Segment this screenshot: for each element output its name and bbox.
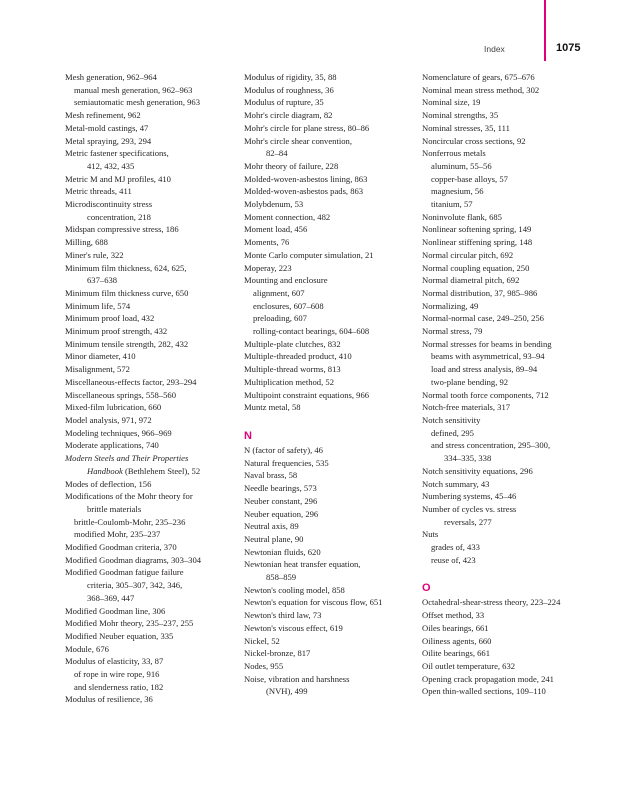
entry-text: Nominal strengths, 35: [422, 110, 499, 121]
entry-text: Misalignment, 572: [65, 364, 130, 375]
entry-text: Nominal size, 19: [422, 97, 481, 108]
index-entry: [244, 660, 422, 673]
index-subentry: [422, 427, 600, 440]
entry-text: Nodes, 955: [244, 660, 284, 671]
index-entry: [244, 96, 422, 109]
index-entry: [65, 147, 243, 160]
index-entry: [244, 71, 422, 84]
index-entry: [244, 198, 422, 211]
entry-text: titanium, 57: [431, 199, 473, 210]
entry-text: Multiple-threaded product, 410: [244, 351, 352, 362]
entry-text: Notch summary, 43: [422, 478, 490, 489]
entry-text: Metal spraying, 293, 294: [65, 135, 152, 146]
entry-text: Noninvolute flank, 685: [422, 211, 502, 222]
index-entry: [244, 584, 422, 597]
index-entry: [65, 350, 243, 363]
entry-text: Multiple-plate clutches, 832: [244, 338, 341, 349]
entry-text: Molded-woven-asbestos pads, 863: [244, 186, 364, 197]
entry-text: beams with asymmetrical, 93–94: [431, 351, 545, 362]
index-entry: [65, 173, 243, 186]
index-column-2: [244, 71, 422, 698]
entry-text: (NVH), 499: [266, 686, 308, 697]
entry-text: Normal distribution, 37, 985–986: [422, 287, 538, 298]
index-entry: [65, 109, 243, 122]
index-entry: [422, 211, 600, 224]
entry-text: Module, 676: [65, 643, 109, 654]
entry-text: grades of, 433: [431, 542, 480, 553]
index-entry: [244, 109, 422, 122]
entry-text: Newton's cooling model, 858: [244, 584, 345, 595]
index-entry: [65, 414, 243, 427]
entry-text: Noise, vibration and harshness: [244, 673, 350, 684]
entry-text: Notch-free materials, 317: [422, 402, 511, 413]
entry-text: Mixed-film lubrication, 660: [65, 402, 162, 413]
entry-text: Nomenclature of gears, 675–676: [422, 72, 535, 82]
entry-text: Modulus of roughness, 36: [244, 84, 334, 95]
entry-text: Nonferrous metals: [422, 148, 486, 159]
entry-text: Modulus of resilience, 36: [65, 694, 153, 705]
index-entry: [65, 401, 243, 414]
entry-text: Molded-woven-asbestos lining, 863: [244, 173, 368, 184]
index-entry: [422, 622, 600, 635]
index-entry: [65, 325, 243, 338]
entry-text: Metal-mold castings, 47: [65, 122, 149, 133]
index-entry: [65, 312, 243, 325]
entry-text: Midspan compressive stress, 186: [65, 224, 179, 235]
entry-text: Modulus of rigidity, 35, 88: [244, 72, 337, 82]
index-entry: [65, 389, 243, 402]
index-subentry: [65, 528, 243, 541]
index-entry: [65, 566, 243, 579]
entry-text: Mohr's circle shear convention,: [244, 135, 352, 146]
entry-text: Modulus of elasticity, 33, 87: [65, 656, 164, 667]
index-entry: [422, 71, 600, 84]
index-entry: [422, 287, 600, 300]
entry-text: Modified Goodman line, 306: [65, 605, 166, 616]
index-entry: [65, 655, 243, 668]
page-number: 1075: [556, 42, 581, 54]
entry-text: Mohr's circle for plane stress, 80–86: [244, 122, 370, 133]
index-entry: [422, 274, 600, 287]
index-entry: [65, 236, 243, 249]
entry-text: alignment, 607: [253, 287, 305, 298]
entry-text: Moment connection, 482: [244, 211, 331, 222]
entry-text: modified Mohr, 235–237: [74, 529, 161, 540]
entry-text: Metric M and MJ profiles, 410: [65, 173, 171, 184]
entry-text: Minimum proof strength, 432: [65, 326, 168, 337]
entry-text: Notch sensitivity equations, 296: [422, 465, 533, 476]
entry-text: Multiplication method, 52: [244, 376, 334, 387]
index-entry: [244, 558, 422, 571]
index-entry: [65, 198, 243, 211]
index-entry: [65, 300, 243, 313]
entry-text: Normalizing, 49: [422, 300, 479, 311]
index-entry: [422, 300, 600, 313]
entry-text: and slenderness ratio, 182: [74, 681, 164, 692]
index-entry: [65, 643, 243, 656]
index-entry: [244, 236, 422, 249]
index-entry: [65, 617, 243, 630]
entry-text: Miscellaneous springs, 558–560: [65, 389, 176, 400]
entry-text: Numbering systems, 45–46: [422, 491, 517, 502]
index-entry: [422, 325, 600, 338]
entry-text: Notch sensitivity: [422, 414, 481, 425]
index-entry: [422, 490, 600, 503]
index-entry-continuation: [65, 465, 243, 478]
entry-text: Newton's equation for viscous flow, 651: [244, 597, 383, 608]
entry-text: Modified Mohr theory, 235–237, 255: [65, 618, 194, 629]
index-entry: [244, 457, 422, 470]
index-entry-continuation: [65, 592, 243, 605]
index-entry: [422, 389, 600, 402]
entry-text: Minimum film thickness, 624, 625,: [65, 262, 187, 273]
entry-text: Naval brass, 58: [244, 470, 298, 481]
index-entry: [422, 147, 600, 160]
index-entry-continuation: [65, 274, 243, 287]
entry-text: Metric fastener specifications,: [65, 148, 169, 159]
index-subentry: [422, 363, 600, 376]
entry-text: Opening crack propagation mode, 241: [422, 673, 554, 684]
index-subentry: [65, 516, 243, 529]
entry-text: Neutral axis, 89: [244, 521, 299, 532]
entry-text: Minimum tensile strength, 282, 432: [65, 338, 189, 349]
index-subentry: [422, 350, 600, 363]
index-entry: [65, 287, 243, 300]
index-entry: [244, 185, 422, 198]
entry-text: Number of cycles vs. stress: [422, 503, 517, 514]
entry-text: Mesh refinement, 962: [65, 110, 141, 121]
entry-text: criteria, 305–307, 342, 346,: [87, 580, 183, 591]
entry-text: N (factor of safety), 46: [244, 444, 323, 455]
entry-text: two-plane bending, 92: [431, 376, 509, 387]
entry-text: Miscellaneous-effects factor, 293–294: [65, 376, 197, 387]
entry-text: Modern Steels and Their Properties: [65, 453, 189, 464]
entry-text: Needle bearings, 573: [244, 483, 317, 494]
index-entry: [65, 338, 243, 351]
index-entry: [244, 223, 422, 236]
entry-text: preloading, 607: [253, 313, 307, 324]
index-entry-continuation: [244, 571, 422, 584]
entry-text: Minimum proof load, 432: [65, 313, 155, 324]
index-entry-continuation: [65, 579, 243, 592]
entry-text: Nominal mean stress method, 302: [422, 84, 540, 95]
index-entry: [65, 427, 243, 440]
index-entry: [422, 249, 600, 262]
running-head: Index: [484, 44, 505, 54]
entry-text: of rope in wire rope, 916: [74, 669, 160, 680]
index-entry: [422, 96, 600, 109]
index-entry: [422, 685, 600, 698]
entry-text: brittle materials: [87, 503, 142, 514]
index-entry: [244, 673, 422, 686]
index-entry: [422, 236, 600, 249]
index-entry: [244, 546, 422, 559]
header-accent-bar: [544, 0, 546, 61]
index-entry: [65, 135, 243, 148]
entry-text: Modified Goodman diagrams, 303–304: [65, 554, 202, 565]
entry-text: and stress concentration, 295–300,: [431, 440, 551, 451]
entry-text: Newton's third law, 73: [244, 610, 322, 621]
entry-text: Milling, 688: [65, 237, 108, 248]
entry-text: Microdiscontinuity stress: [65, 199, 153, 210]
index-entry: [65, 554, 243, 567]
index-column-3: [422, 71, 600, 698]
index-entry: [244, 389, 422, 402]
index-entry: [65, 630, 243, 643]
entry-text: Nonlinear stiffening spring, 148: [422, 237, 533, 248]
entry-text: enclosures, 607–608: [253, 300, 324, 311]
index-entry: [422, 223, 600, 236]
entry-text: load and stress analysis, 89–94: [431, 364, 538, 375]
index-entry: [65, 185, 243, 198]
index-entry: [244, 211, 422, 224]
index-entry: [65, 490, 243, 503]
entry-text: manual mesh generation, 962–963: [74, 84, 193, 95]
index-entry-continuation: [244, 685, 422, 698]
index-entry: [244, 135, 422, 148]
index-entry: [244, 622, 422, 635]
index-entry: [244, 495, 422, 508]
index-entry: [65, 249, 243, 262]
index-subentry: [422, 198, 600, 211]
index-entry: [422, 528, 600, 541]
index-subentry: [422, 185, 600, 198]
index-entry: [422, 660, 600, 673]
entry-text: 82–84: [266, 148, 288, 159]
entry-text: defined, 295: [431, 427, 474, 438]
index-entry: [422, 312, 600, 325]
entry-text: Oiles bearings, 661: [422, 622, 489, 633]
index-entry: [422, 401, 600, 414]
entry-text: Offset method, 33: [422, 610, 485, 621]
index-entry: [244, 84, 422, 97]
index-entry: [422, 673, 600, 686]
index-entry: [244, 274, 422, 287]
index-subentry: [244, 300, 422, 313]
entry-text: rolling-contact bearings, 604–608: [253, 326, 370, 337]
entry-text: Normal stresses for beams in bending: [422, 338, 552, 349]
index-subentry: [244, 325, 422, 338]
index-entry: [422, 647, 600, 660]
index-entry: [65, 223, 243, 236]
index-entry-continuation: [244, 147, 422, 160]
index-entry: [244, 482, 422, 495]
index-entry: [65, 478, 243, 491]
index-subentry: [422, 173, 600, 186]
index-subentry: [65, 96, 243, 109]
entry-text: Normal tooth force components, 712: [422, 389, 549, 400]
index-entry: [65, 693, 243, 706]
entry-text: Modifications of the Mohr theory for: [65, 491, 193, 502]
index-subentry: [244, 287, 422, 300]
entry-text: Multipoint constraint equations, 966: [244, 389, 370, 400]
entry-text: Nominal stresses, 35, 111: [422, 122, 510, 133]
entry-text: copper-base alloys, 57: [431, 173, 508, 184]
index-entry: [65, 605, 243, 618]
entry-text: Mohr's circle diagram, 82: [244, 110, 333, 121]
entry-text: Moperay, 223: [244, 262, 292, 273]
entry-text: 412, 432, 435: [87, 160, 135, 171]
index-subentry: [65, 681, 243, 694]
index-entry: [65, 71, 243, 84]
entry-text: Normal-normal case, 249–250, 256: [422, 313, 544, 324]
index-entry: [422, 503, 600, 516]
index-subentry: [244, 312, 422, 325]
entry-text: Mounting and enclosure: [244, 275, 328, 286]
index-entry: [422, 109, 600, 122]
entry-text: Moments, 76: [244, 237, 290, 248]
entry-text: Modeling techniques, 966–969: [65, 427, 172, 438]
index-entry: [244, 609, 422, 622]
entry-text: Nickel, 52: [244, 635, 280, 646]
entry-text: Oilite bearings, 661: [422, 648, 491, 659]
index-entry: [65, 439, 243, 452]
entry-text: Muntz metal, 58: [244, 402, 301, 413]
index-entry: [244, 160, 422, 173]
index-entry: [65, 262, 243, 275]
entry-text: Noncircular cross sections, 92: [422, 135, 526, 146]
entry-text: Monte Carlo computer simulation, 21: [244, 249, 374, 260]
index-subentry: [422, 541, 600, 554]
index-entry: [244, 508, 422, 521]
entry-text: Modified Goodman criteria, 370: [65, 542, 177, 553]
entry-text: Modified Goodman fatigue failure: [65, 567, 184, 578]
index-entry: [244, 363, 422, 376]
index-column-1: [65, 71, 243, 706]
index-entry: [65, 363, 243, 376]
index-entry: [244, 262, 422, 275]
index-entry-continuation: [65, 211, 243, 224]
entry-text: Nonlinear softening spring, 149: [422, 224, 532, 235]
entry-text-rest: (Bethlehem Steel), 52: [122, 465, 201, 476]
entry-text: Modes of deflection, 156: [65, 478, 152, 489]
entry-text: Open thin-walled sections, 109–110: [422, 686, 546, 697]
entry-text: Normal diametral pitch, 692: [422, 275, 520, 286]
index-entry: [244, 338, 422, 351]
index-subentry: [422, 160, 600, 173]
entry-text: aluminum, 55–56: [431, 160, 492, 171]
index-subentry: [422, 439, 600, 452]
index-entry: [422, 414, 600, 427]
entry-text: Normal circular pitch, 692: [422, 249, 514, 260]
index-entry: [422, 478, 600, 491]
index-entry: [65, 452, 243, 465]
index-entry: [422, 635, 600, 648]
entry-text: reuse of, 423: [431, 554, 476, 565]
index-entry: [244, 635, 422, 648]
index-subentry: [65, 84, 243, 97]
section-letter-o: O: [422, 582, 431, 595]
entry-text: Mesh generation, 962–964: [65, 72, 157, 82]
entry-text: Normal coupling equation, 250: [422, 262, 530, 273]
entry-text: reversals, 277: [444, 516, 492, 527]
entry-text: Multiple-thread worms, 813: [244, 364, 341, 375]
index-entry: [244, 647, 422, 660]
index-entry: [65, 376, 243, 389]
index-subentry: [422, 376, 600, 389]
entry-text: concentration, 218: [87, 211, 151, 222]
entry-text: Molybdenum, 53: [244, 199, 304, 210]
entry-text: brittle-Coulomb-Mohr, 235–236: [74, 516, 186, 527]
index-entry-continuation: [65, 160, 243, 173]
index-entry: [244, 444, 422, 457]
entry-text: 368–369, 447: [87, 592, 135, 603]
entry-text: Modulus of rupture, 35: [244, 97, 324, 108]
entry-text: Oil outlet temperature, 632: [422, 660, 516, 671]
index-entry: [244, 469, 422, 482]
entry-text: Modified Neuber equation, 335: [65, 630, 174, 641]
entry-text: Moment load, 456: [244, 224, 308, 235]
entry-text: 858–859: [266, 572, 297, 583]
entry-text: Minimum film thickness curve, 650: [65, 287, 189, 298]
entry-text: Moderate applications, 740: [65, 440, 159, 451]
entry-text: Metric threads, 411: [65, 186, 132, 197]
index-entry: [244, 173, 422, 186]
index-entry: [422, 596, 600, 609]
entry-text: 334–335, 338: [444, 453, 492, 464]
index-entry: [65, 541, 243, 554]
index-entry: [244, 249, 422, 262]
entry-text: Newtonian heat transfer equation,: [244, 559, 361, 570]
index-entry: [244, 376, 422, 389]
index-entry: [422, 609, 600, 622]
entry-text: Newtonian fluids, 620: [244, 546, 321, 557]
entry-text: Neutral plane, 90: [244, 533, 304, 544]
index-entry: [244, 401, 422, 414]
entry-text: Oiliness agents, 660: [422, 635, 492, 646]
index-entry: [422, 262, 600, 275]
entry-text: Nickel-bronze, 817: [244, 648, 311, 659]
index-entry: [422, 84, 600, 97]
entry-text: Natural frequencies, 535: [244, 457, 329, 468]
entry-text: Octahedral-shear-stress theory, 223–224: [422, 597, 561, 608]
index-subentry: [422, 554, 600, 567]
entry-text: Nuts: [422, 529, 439, 540]
section-letter-n: N: [244, 429, 252, 442]
index-entry-continuation: [422, 452, 600, 465]
index-subentry: [65, 668, 243, 681]
entry-text: 637–638: [87, 275, 118, 286]
entry-text: Minimum life, 574: [65, 300, 131, 311]
index-entry: [422, 135, 600, 148]
index-entry: [422, 122, 600, 135]
entry-text: semiautomatic mesh generation, 963: [74, 97, 201, 108]
entry-text: Mohr theory of failure, 228: [244, 160, 339, 171]
entry-text: magnesium, 56: [431, 186, 484, 197]
entry-text: Handbook: [87, 465, 123, 476]
index-entry: [244, 122, 422, 135]
entry-text: Minor diameter, 410: [65, 351, 136, 362]
index-entry: [244, 533, 422, 546]
entry-text: Newton's viscous effect, 619: [244, 622, 343, 633]
entry-text: Miner's rule, 322: [65, 249, 124, 260]
index-entry-continuation: [422, 516, 600, 529]
entry-text: Normal stress, 79: [422, 326, 483, 337]
index-entry: [244, 520, 422, 533]
index-entry: [422, 465, 600, 478]
index-entry: [422, 338, 600, 351]
index-entry: [244, 596, 422, 609]
index-entry: [244, 350, 422, 363]
entry-text: Neuber equation, 296: [244, 508, 319, 519]
index-entry: [65, 122, 243, 135]
entry-text: Model analysis, 971, 972: [65, 414, 152, 425]
entry-text: Neuber constant, 296: [244, 495, 318, 506]
index-entry-continuation: [65, 503, 243, 516]
